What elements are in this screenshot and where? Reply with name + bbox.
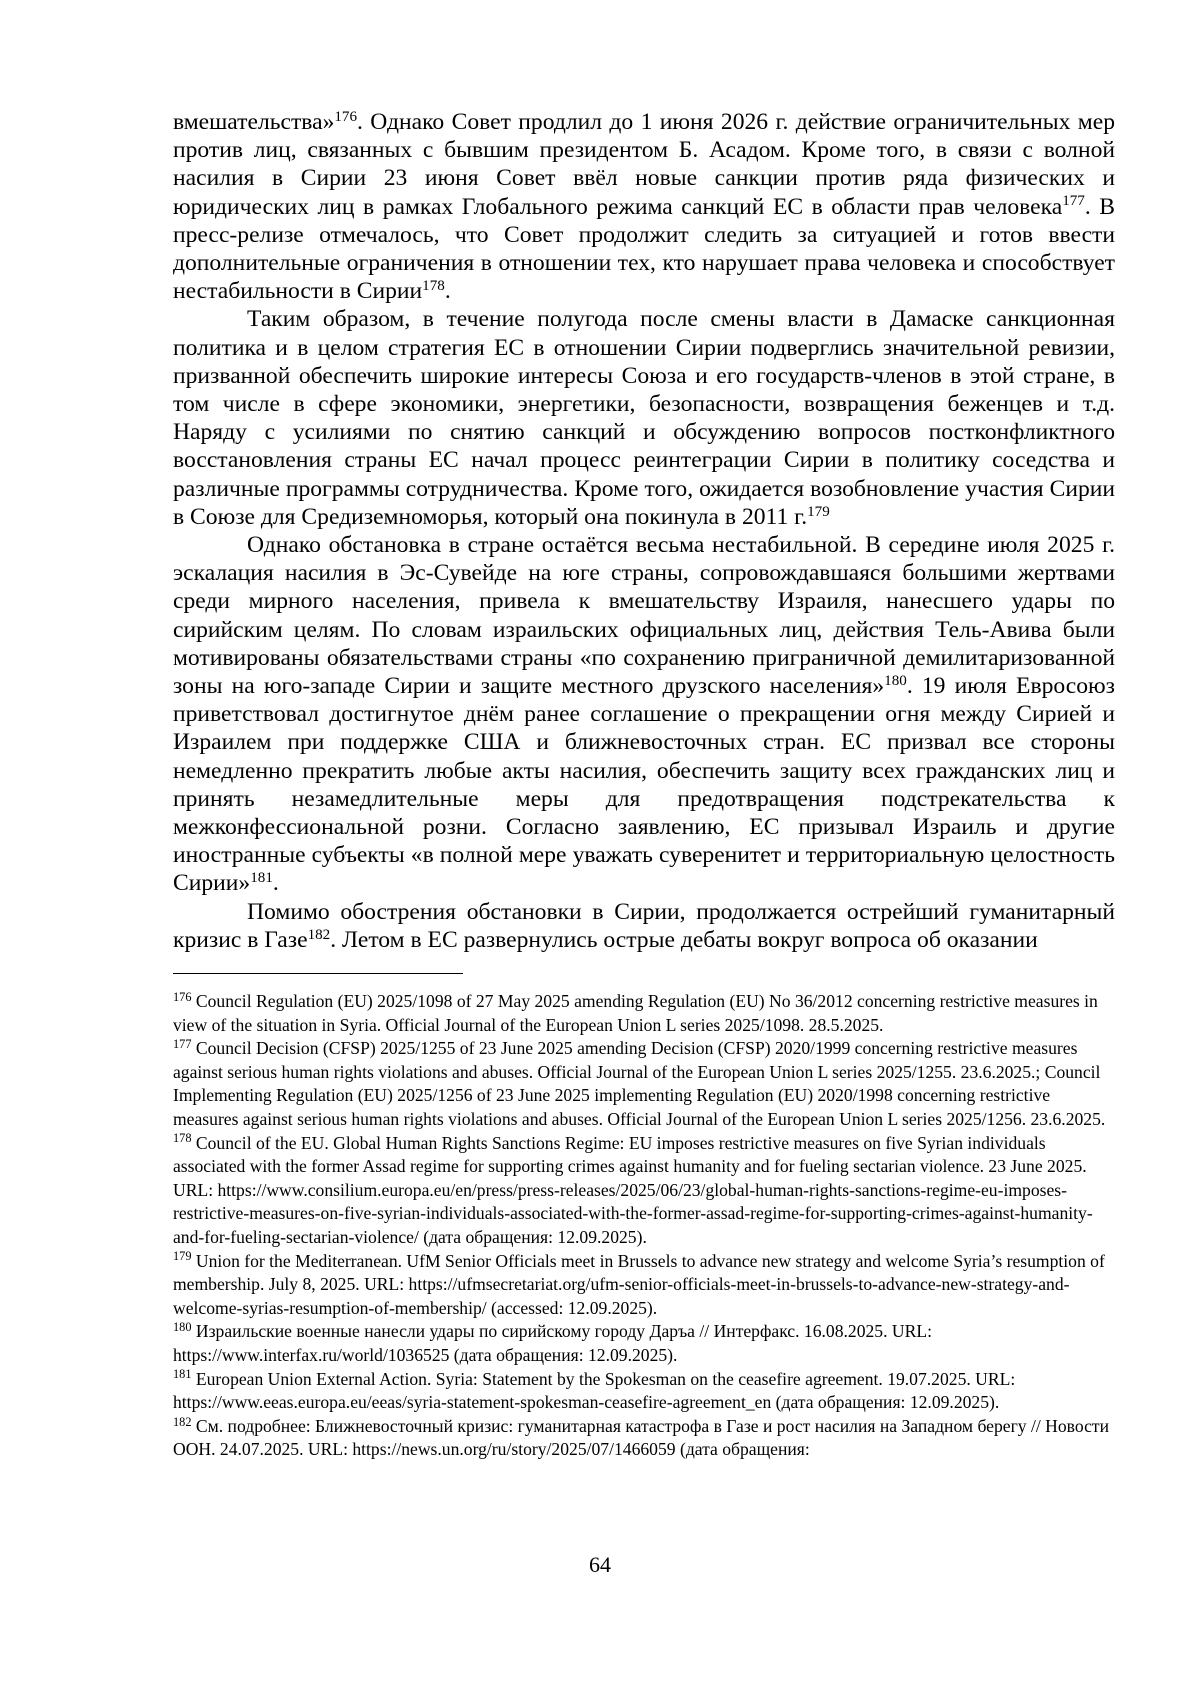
footnote-text: Израильские военные нанесли удары по сирийскому городу Даръа // Интерфакс. 16.08.2025. URL: https://www.interfax.ru/world/1036525 (дата обращения: 12.09.2025). — [173, 1321, 932, 1365]
footnote — [173, 1037, 1115, 1131]
footnote — [173, 1368, 1115, 1415]
footnote — [173, 1250, 1115, 1321]
paragraph-text: Таким образом, в течение полугода после смены власти в Дамаске санкционная политика и в целом стратегия ЕС в отношении Сирии подверглись значительной ревизии, призванной обеспечить широкие интересы Союза и его государств-членов в этой стране, в том числе в сфере экономики, энергетики, безопасности, возвращения беженцев и т.д. Наряду с усилиями по снятию санкций и обсуждению вопросов постконфликтного восстановления страны ЕС начал процесс реинтеграции Сирии в политику соседства и различные программы сотрудничества. Кроме того, ожидается возобновление участия Сирии в Союзе для Средиземноморья, который она покинула в 2011 г. — [173, 306, 1115, 530]
footnote — [173, 1132, 1115, 1250]
paragraph-text: . 19 июля Евросоюз приветствовал достигнутое днём ранее соглашение о прекращении огня между Сирией и Израилем при поддержке США и ближневосточных стран. ЕС призвал все стороны немедленно прекратить любые акты насилия, обеспечить защиту всех гражданских лиц и принять незамедлительные меры для предотвращения подстрекательства к межконфессиональной розни. Согласно заявлению, ЕС призывал Израиль и другие иностранные субъекты «в полной мере уважать суверенитет и территориальную целостность Сирии» — [173, 673, 1115, 897]
page-number: 64 — [589, 1552, 611, 1577]
paragraph-text: Однако обстановка в стране остаётся весьма нестабильной. В середине июля 2025 г. эскалация насилия в Эс-Сувейде на юге страны, сопровождавшаяся большими жертвами среди мирного населения, привела к вмешательству Израиля, нанесшего удары по сирийским целям. По словам израильских официальных лиц, действия Тель-Авива были мотивированы обязательствами страны «по сохранению приграничной демилитаризованной зоны на юго-западе Сирии и защите местного друзского населения» — [173, 532, 1115, 700]
footnote-text: Union for the Mediterranean. UfM Senior Officials meet in Brussels to advance new strategy and welcome Syria’s resumption of membership. July 8, 2025. URL: https://ufmsecretariat.org/ufm-senior-officials-meet-in-brussels-to-advance-new-strategy-and-welcome-syrias-resumption-of-membership/ (accessed: 12.09.2025). — [173, 1250, 1105, 1318]
footnote-ref[interactable]: 176 — [334, 108, 358, 125]
paragraph-text: . Летом в ЕС развернулись острые дебаты вокруг вопроса об оказании — [330, 926, 1038, 953]
footnote — [173, 1320, 1115, 1367]
footnote-number: 179 — [173, 1249, 192, 1264]
paragraph-text: вмешательства» — [173, 109, 335, 135]
footnote — [173, 1415, 1115, 1462]
paragraph-text: . — [444, 278, 451, 305]
footnote-ref[interactable]: 182 — [307, 926, 331, 943]
footnote-number: 177 — [173, 1037, 192, 1052]
footnote-ref[interactable]: 180 — [884, 672, 907, 689]
footnote-ref[interactable]: 178 — [422, 277, 445, 294]
paragraph — [173, 305, 1115, 531]
footnote-ref[interactable]: 177 — [1062, 193, 1085, 210]
footnote-ref[interactable]: 181 — [250, 870, 273, 887]
paragraph-text: . В пресс-релизе отмечалось, что Совет продолжит следить за ситуацией и готов ввести дополнительные ограничения в отношении тех, кто нарушает права человека и способствует нестабильности в Сирии — [173, 193, 1115, 305]
footnote-text: См. подробнее: Ближневосточный кризис: гуманитарная катастрофа в Газе и рост насилия на Западном берегу // Новости ООН. 24.07.2025. URL: https://news.un.org/ru/story/2025/07/1466059 (дата обращения: — [173, 1415, 1110, 1460]
footnote-number: 176 — [173, 989, 192, 1004]
footnote-number: 178 — [173, 1131, 192, 1146]
footnote-number: 181 — [173, 1367, 192, 1382]
footnote — [173, 990, 1115, 1037]
paragraph-text: . — [272, 870, 279, 897]
footnote-text: Council Regulation (EU) 2025/1098 of 27 May 2025 amending Regulation (EU) No 36/2012 concerning restrictive measures in view of the situation in Syria. Official Journal of the European Union L series 2025/1098. 28.5.2025. — [173, 991, 1098, 1035]
footnote-text: Council Decision (CFSP) 2025/1255 of 23 June 2025 amending Decision (CFSP) 2020/1999 concerning restrictive measures against serious human rights violations and abuses. Official Journal of the European Union L series 2025/1255. 23.6.2025.; Council Implementing Regulation (EU) 2025/1256 of 23 June 2025 implementing Regulation (EU) 2020/1998 concerning restrictive measures against serious human rights violations and abuses. Official Journal of the European Union L series 2025/1256. 23.6.2025. — [173, 1038, 1106, 1129]
paragraph-text: Помимо обострения обстановки в Сирии, продолжается острейший гуманитарный кризис в Газе — [173, 898, 1115, 953]
footnote-text: European Union External Action. Syria: Statement by the Spokesman on the ceasefire agreement. 19.07.2025. URL: https://www.eeas.europa.eu/eeas/syria-statement-spokesman-ceasefire-agreement_en (дата обращения: 12.09.2025). — [173, 1368, 1016, 1413]
paragraph — [173, 898, 1115, 954]
footnote-text: Council of the EU. Global Human Rights Sanctions Regime: EU imposes restrictive measures on five Syrian individuals associated with the former Assad regime for supporting crimes against humanity and for fueling sectarian violence. 23 June 2025. URL: https://www.consilium.europa.eu/en/press/press-releases/2025/06/23/global-human-rights-sanctions-regime-eu-imposes-restrictive-measures-on-five-syrian-individuals-associated-with-the-former-assad-regime-for-supporting-crimes-against-humanity-and-for-fueling-sectarian-violence/ (дата обращения: 12.09.2025). — [173, 1132, 1093, 1247]
footnote-separator — [173, 973, 463, 974]
body-text — [173, 108, 1115, 954]
footnote-number: 182 — [173, 1414, 192, 1429]
paragraph — [173, 108, 1115, 305]
footnote-number: 180 — [173, 1320, 192, 1335]
footnote-ref[interactable]: 179 — [807, 503, 830, 520]
paragraph — [173, 531, 1115, 898]
paragraph-text: . Однако Совет продлил до 1 июня 2026 г. действие ограничительных мер против лиц, связанных с бывшим президентом Б. Асадом. Кроме того, в связи с волной насилия в Сирии 23 июня Совет ввёл новые санкции против ряда физических и юридических лиц в рамках Глобального режима санкций ЕС в области прав человека — [173, 109, 1115, 220]
footnotes — [173, 990, 1115, 1462]
